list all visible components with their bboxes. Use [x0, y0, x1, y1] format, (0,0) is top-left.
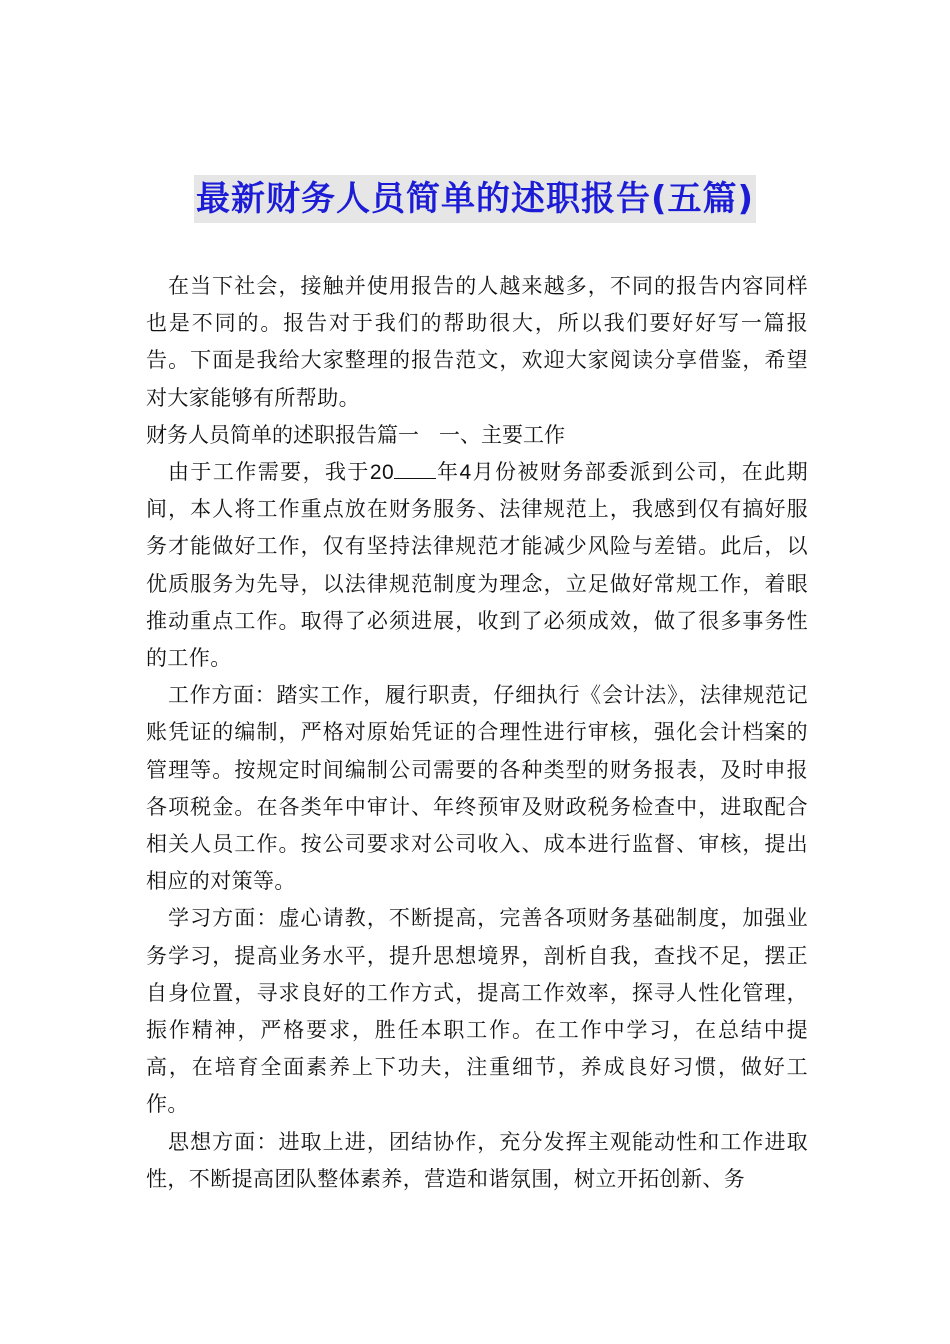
para1-year-char: 年 — [436, 460, 460, 485]
paragraph-thought-aspect: 思想方面：进取上进，团结协作，充分发挥主观能动性和工作进取性，不断提高团队整体素养，营造和谐氛围，树立开拓创新、务 — [146, 1129, 808, 1191]
subheading: 一、主要工作 — [439, 422, 566, 447]
document-title: 最新财务人员简单的述职报告(五篇) — [194, 175, 756, 223]
section-heading-line — [146, 417, 808, 454]
paragraph-main-work — [146, 454, 808, 677]
paragraph-study-aspect: 学习方面：虚心请教，不断提高，完善各项财务基础制度，加强业务学习，提高业务水平，提升思想境界，剖析自我，查找不足，摆正自身位置，寻求良好的工作方式，提高工作效率，探寻人性化管理，振作精神，严格要求，胜任本职工作。在工作中学习，在总结中提高，在培育全面素养上下功夫，注重细节，养成良好习惯，做好工作。 — [146, 906, 808, 1117]
para1-year: 20 — [369, 461, 395, 485]
para1-prefix: 由于工作需要，我于 — [168, 460, 370, 485]
para1-suffix: 月份被财务部委派到公司，在此期间，本人将工作重点放在财务服务、法律规范上，我感到仅有搞好服务才能做好工作，仅有坚持法律规范才能减少风险与差错。此后，以优质服务为先导，以法律规范制度为理念，立足做好常规工作，着眼推动重点工作。取得了必须进展，收到了必须成效，做了很多事务性的工作。 — [146, 460, 809, 671]
para1-month: 4 — [459, 461, 472, 485]
paragraph-work-aspect: 工作方面：踏实工作，履行职责，仔细执行《会计法》，法律规范记账凭证的编制，严格对原始凭证的合理性进行审核，强化会计档案的管理等。按规定时间编制公司需要的各种类型的财务报表，及时申报各项税金。在各类年中审计、年终预审及财政税务检查中，进取配合相关人员工作。按公司要求对公司收入、成本进行监督、审核，提出相应的对策等。 — [146, 683, 808, 894]
intro-paragraph: 在当下社会，接触并使用报告的人越来越多，不同的报告内容同样也是不同的。报告对于我们的帮助很大，所以我们要好好写一篇报告。下面是我给大家整理的报告范文，欢迎大家阅读分享借鉴，希望对大家能够有所帮助。 — [146, 274, 808, 410]
year-blank-underline — [394, 460, 436, 479]
document-body — [146, 268, 808, 1198]
title-wrap — [0, 175, 950, 223]
section-heading: 财务人员简单的述职报告篇一 — [146, 422, 419, 447]
